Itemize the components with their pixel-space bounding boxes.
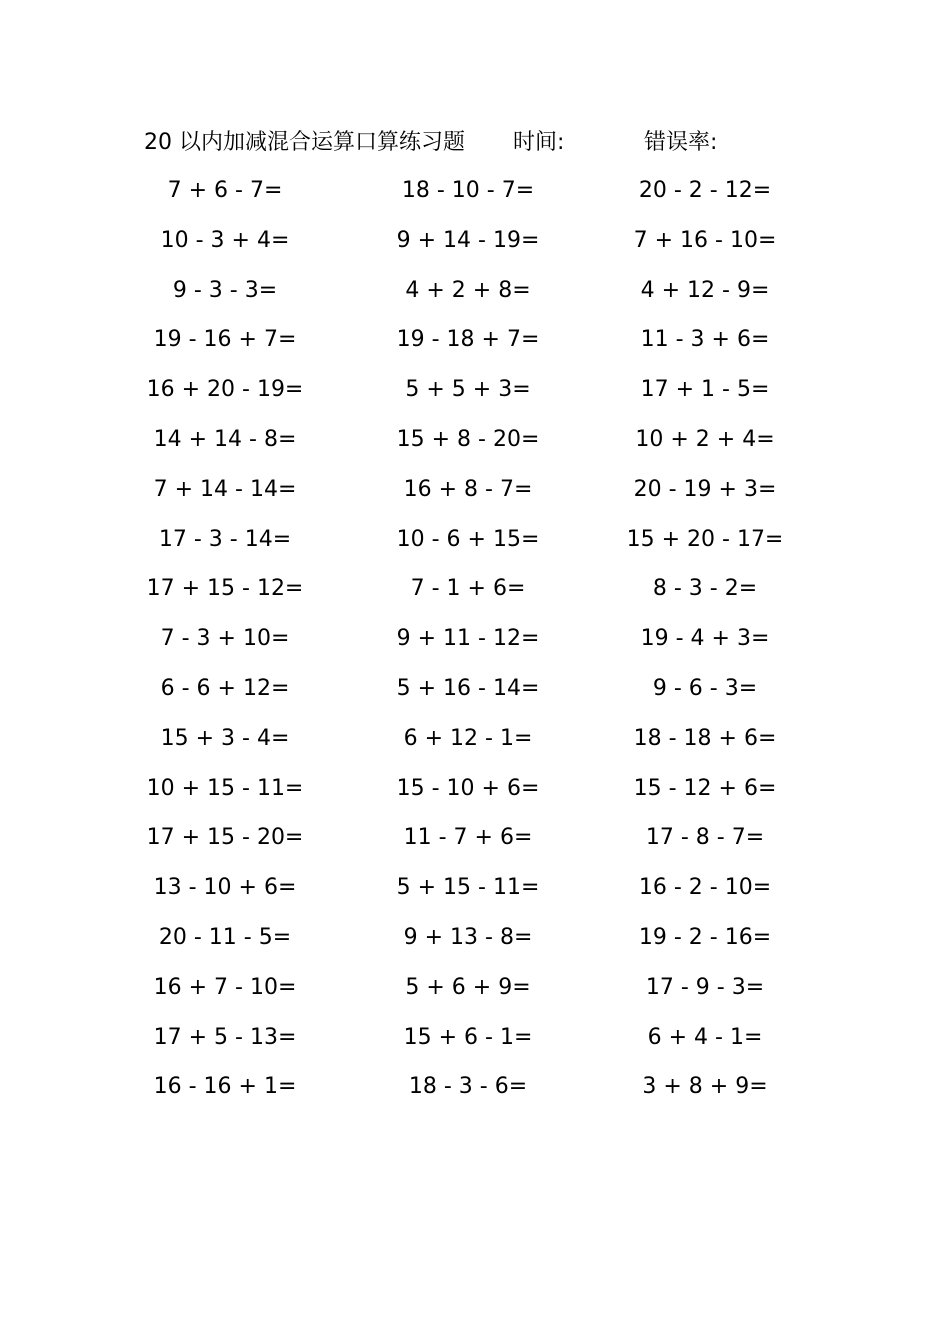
- problem-row: [0, 170, 950, 220]
- problem-row: [0, 867, 950, 917]
- problem-row: [0, 319, 950, 369]
- problem: 13 - 10 + 6=: [153, 875, 297, 901]
- problem: 18 - 10 - 7=: [401, 178, 535, 203]
- problem: 9 - 6 - 3=: [652, 675, 758, 701]
- problem: 16 + 8 - 7=: [403, 476, 533, 502]
- problem: 5 + 16 - 14=: [396, 675, 540, 701]
- problem: 4 + 12 - 9=: [640, 277, 770, 303]
- problem-row: [0, 469, 950, 519]
- problem: 16 - 2 - 10=: [638, 875, 772, 901]
- problem: 15 - 10 + 6=: [396, 775, 540, 801]
- problem-row: [0, 618, 950, 668]
- problem: 7 + 14 - 14=: [153, 476, 297, 502]
- time-label: 时间:: [513, 130, 565, 155]
- problem: 9 + 14 - 19=: [396, 227, 540, 253]
- problem: 17 + 15 - 20=: [146, 825, 304, 851]
- problem-row: [0, 718, 950, 768]
- problem: 7 - 1 + 6=: [410, 576, 526, 602]
- problem: 10 - 6 + 15=: [396, 526, 540, 552]
- problem: 9 + 11 - 12=: [396, 626, 540, 652]
- problem: 18 - 3 - 6=: [408, 1074, 528, 1100]
- problem: 10 - 3 + 4=: [160, 227, 290, 253]
- problem: 17 - 9 - 3=: [645, 974, 765, 1000]
- problem: 5 + 5 + 3=: [405, 377, 531, 403]
- problem: 4 + 2 + 8=: [405, 277, 531, 303]
- problem: 15 + 20 - 17=: [626, 526, 784, 552]
- problem: 15 + 6 - 1=: [403, 1024, 533, 1050]
- problem: 20 - 11 - 5=: [158, 924, 292, 950]
- problem-row: [0, 817, 950, 867]
- problem: 9 + 13 - 8=: [403, 924, 533, 950]
- problem: 20 - 2 - 12=: [638, 178, 772, 203]
- problem: 11 - 7 + 6=: [403, 825, 533, 851]
- problem: 14 + 14 - 8=: [153, 426, 297, 452]
- problem: 17 - 3 - 14=: [158, 526, 292, 552]
- problem-row: [0, 668, 950, 718]
- problem: 18 - 18 + 6=: [633, 725, 777, 751]
- problem: 20 - 19 + 3=: [633, 476, 777, 502]
- problem: 17 + 1 - 5=: [640, 377, 770, 403]
- problem-row: [0, 1017, 950, 1067]
- problem: 15 - 12 + 6=: [633, 775, 777, 801]
- problem-row: [0, 967, 950, 1017]
- problem-row: [0, 369, 950, 419]
- problem: 6 + 12 - 1=: [403, 725, 533, 751]
- error-rate-label: 错误率:: [644, 130, 718, 155]
- problem: 19 - 2 - 16=: [638, 924, 772, 950]
- worksheet-header: [144, 126, 804, 160]
- problem: 17 - 8 - 7=: [645, 825, 765, 851]
- problem: 10 + 2 + 4=: [635, 426, 775, 452]
- problem: 17 + 15 - 12=: [146, 576, 304, 602]
- problem: 15 + 3 - 4=: [160, 725, 290, 751]
- problem-row: [0, 419, 950, 469]
- problem: 5 + 15 - 11=: [396, 875, 540, 901]
- problem: 3 + 8 + 9=: [642, 1074, 768, 1100]
- problem: 10 + 15 - 11=: [146, 775, 304, 801]
- problem-row: [0, 1066, 950, 1116]
- problem: 8 - 3 - 2=: [652, 576, 758, 602]
- problem: 5 + 6 + 9=: [405, 974, 531, 1000]
- problem: 7 + 16 - 10=: [633, 227, 777, 253]
- problem-row: [0, 768, 950, 818]
- problem: 19 - 4 + 3=: [640, 626, 770, 652]
- problem-row: [0, 220, 950, 270]
- problem: 11 - 3 + 6=: [640, 327, 770, 353]
- problem: 17 + 5 - 13=: [153, 1024, 297, 1050]
- problem: 6 - 6 + 12=: [160, 675, 290, 701]
- problem: 16 - 16 + 1=: [153, 1074, 297, 1100]
- problem: 7 - 3 + 10=: [160, 626, 290, 652]
- problem-grid: [0, 170, 950, 1116]
- problem: 9 - 3 - 3=: [172, 277, 278, 303]
- problem-row: [0, 519, 950, 569]
- problem: 6 + 4 - 1=: [647, 1024, 763, 1050]
- problem: 16 + 20 - 19=: [146, 377, 304, 403]
- problem-row: [0, 568, 950, 618]
- problem: 7 + 6 - 7=: [167, 178, 283, 203]
- worksheet-title: 20 以内加减混合运算口算练习题: [144, 130, 465, 155]
- problem: 15 + 8 - 20=: [396, 426, 540, 452]
- problem-row: [0, 270, 950, 320]
- problem: 16 + 7 - 10=: [153, 974, 297, 1000]
- problem: 19 - 16 + 7=: [153, 327, 297, 353]
- problem-row: [0, 917, 950, 967]
- problem: 19 - 18 + 7=: [396, 327, 540, 353]
